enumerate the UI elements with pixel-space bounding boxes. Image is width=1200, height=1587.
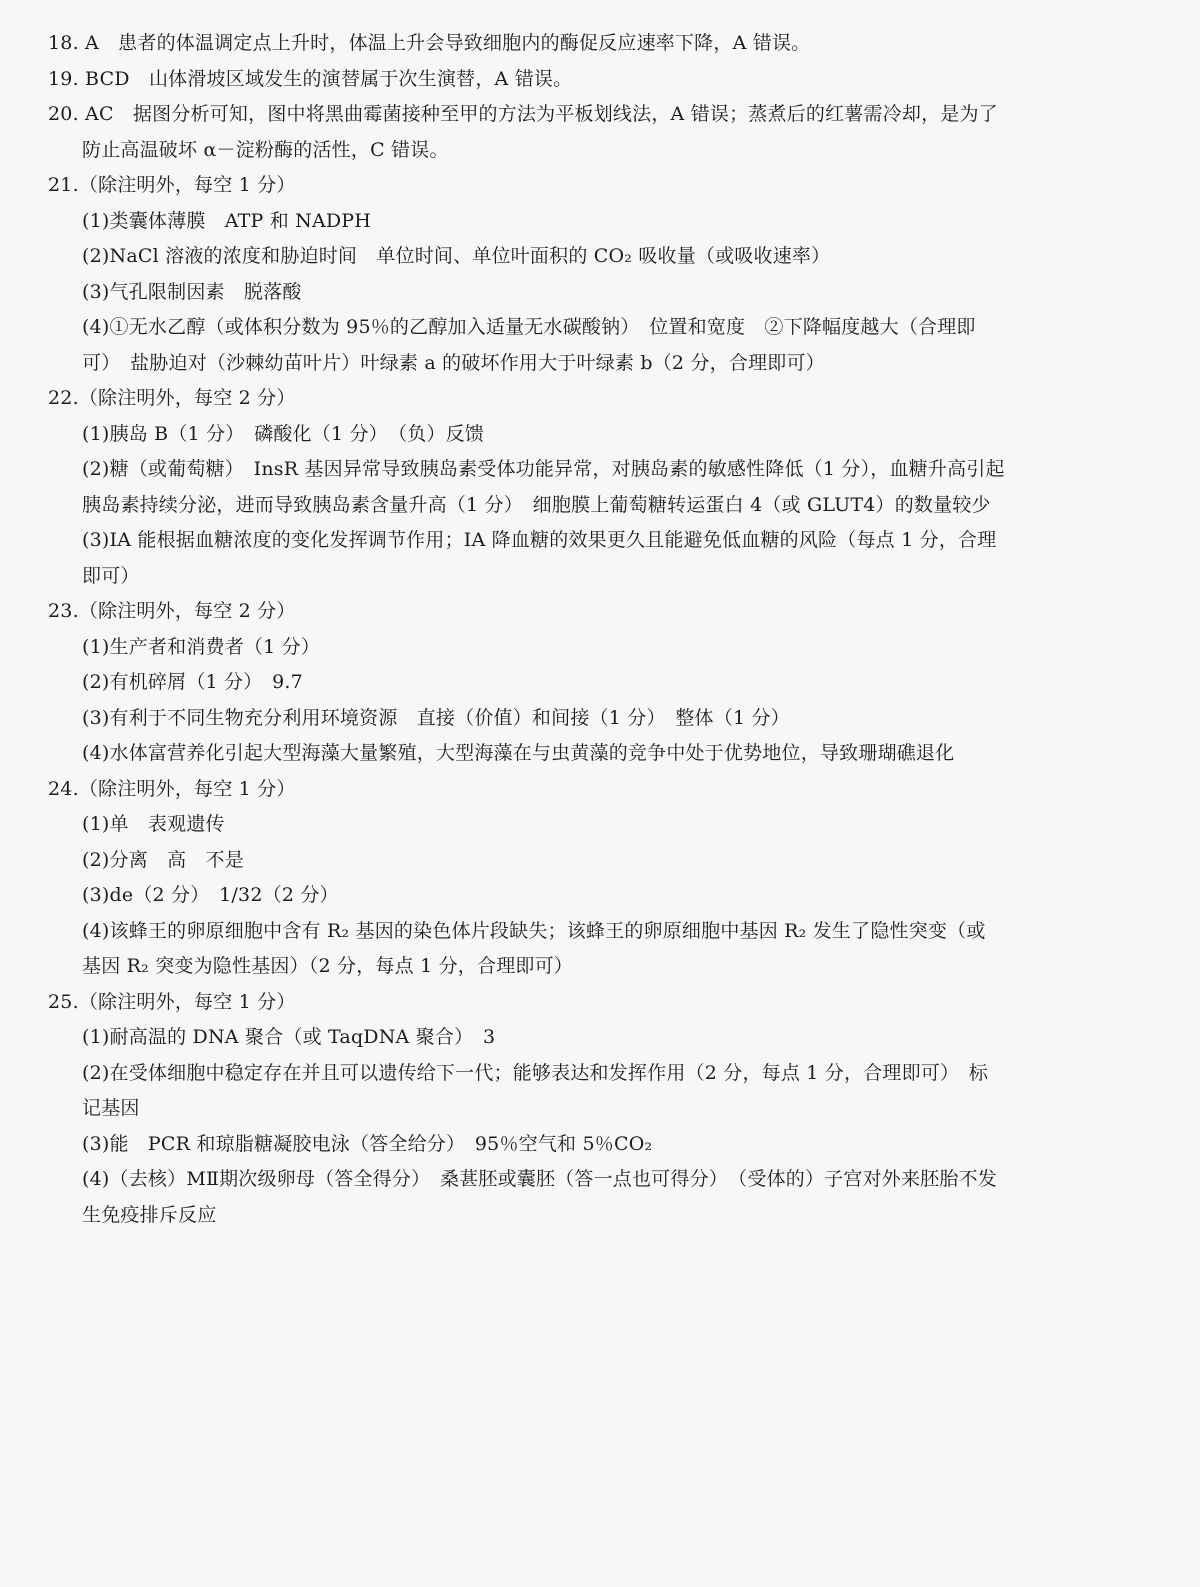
answer-22-part-2-continued: 胰岛素持续分泌，进而导致胰岛素含量升高（1 分） 细胞膜上葡萄糖转运蛋白 4（或 GLUT4）的数量较少 (82, 493, 991, 516)
answer-21-part-2: (2)NaCl 溶液的浓度和胁迫时间 单位时间、单位叶面积的 CO₂ 吸收量（或吸收速率） (82, 245, 831, 267)
answer-20: 20. AC 据图分析可知，图中将黑曲霉菌接种至甲的方法为平板划线法，A 错误；蒸煮后的红薯需冷却，是为了 (48, 103, 998, 125)
answer-21-part-4-continued: 可） 盐胁迫对（沙棘幼苗叶片）叶绿素 a 的破坏作用大于叶绿素 b（2 分，合理即可） (82, 351, 825, 374)
answer-22-part-2: (2)糖（或葡萄糖） InsR 基因异常导致胰岛素受体功能异常，对胰岛素的敏感性降低（1 分），血糖升高引起 (82, 458, 1005, 480)
answer-23-part-3: (3)有利于不同生物充分利用环境资源 直接（价值）和间接（1 分） 整体（1 分） (82, 706, 790, 729)
answer-23-part-1: (1)生产者和消费者（1 分） (82, 635, 321, 658)
answer-24-part-1: (1)单 表观遗传 (82, 813, 225, 835)
answer-25-part-2-continued: 记基因 (82, 1097, 140, 1119)
answer-18: 18. A 患者的体温调定点上升时，体温上升会导致细胞内的酶促反应速率下降，A 错误。 (48, 32, 811, 54)
answer-21-part-3: (3)气孔限制因素 脱落酸 (82, 280, 302, 303)
answer-25-header: 25.（除注明外，每空 1 分） (48, 990, 296, 1013)
answer-content (48, 26, 1128, 1233)
answer-25-part-3: (3)能 PCR 和琼脂糖凝胶电泳（答全给分） 95％空气和 5％CO₂ (82, 1132, 653, 1155)
answer-22-header: 22.（除注明外，每空 2 分） (48, 387, 296, 409)
answer-22-part-3-continued: 即可） (82, 564, 140, 587)
answer-19: 19. BCD 山体滑坡区域发生的演替属于次生演替，A 错误。 (48, 67, 573, 90)
answer-22-part-3: (3)IA 能根据血糖浓度的变化发挥调节作用；IA 降血糖的效果更久且能避免低血糖的风险（每点 1 分，合理 (82, 529, 997, 551)
answer-24-part-2: (2)分离 高 不是 (82, 848, 244, 871)
answer-23-part-4: (4)水体富营养化引起大型海藻大量繁殖，大型海藻在与虫黄藻的竞争中处于优势地位，导致珊瑚礁退化 (82, 742, 955, 764)
answer-24-part-3: (3)de（2 分） 1/32（2 分） (82, 884, 339, 906)
answer-21-part-1: (1)类囊体薄膜 ATP 和 NADPH (82, 209, 372, 232)
answer-25-part-4: (4)（去核）MⅡ期次级卵母（答全得分） 桑葚胚或囊胚（答一点也可得分） （受体的）子宫对外来胚胎不发 (82, 1168, 997, 1190)
answer-23-header: 23.（除注明外，每空 2 分） (48, 600, 296, 622)
answer-25-part-2: (2)在受体细胞中稳定存在并且可以遗传给下一代；能够表达和发挥作用（2 分，每点 1 分，合理即可） 标 (82, 1061, 989, 1084)
answer-21-part-4: (4)①无水乙醇（或体积分数为 95％的乙醇加入适量无水碳酸钠） 位置和宽度 ②下降幅度越大（合理即 (82, 316, 976, 338)
answer-24-part-4-continued: 基因 R₂ 突变为隐性基因）（2 分，每点 1 分，合理即可） (82, 955, 573, 977)
answer-23-part-2: (2)有机碎屑（1 分） 9.7 (82, 671, 303, 693)
answer-20-continued: 防止高温破坏 α－淀粉酶的活性，C 错误。 (82, 138, 449, 161)
answer-25-part-4-continued: 生免疫排斥反应 (82, 1203, 217, 1226)
answer-24-header: 24.（除注明外，每空 1 分） (48, 777, 296, 800)
answer-22-part-1: (1)胰岛 B（1 分） 磷酸化（1 分） （负）反馈 (82, 422, 485, 445)
answer-24-part-4: (4)该蜂王的卵原细胞中含有 R₂ 基因的染色体片段缺失；该蜂王的卵原细胞中基因 R₂ 发生了隐性突变（或 (82, 919, 986, 942)
answer-25-part-1: (1)耐高温的 DNA 聚合（或 TaqDNA 聚合） 3 (82, 1026, 496, 1048)
answer-21-header: 21.（除注明外，每空 1 分） (48, 174, 296, 196)
